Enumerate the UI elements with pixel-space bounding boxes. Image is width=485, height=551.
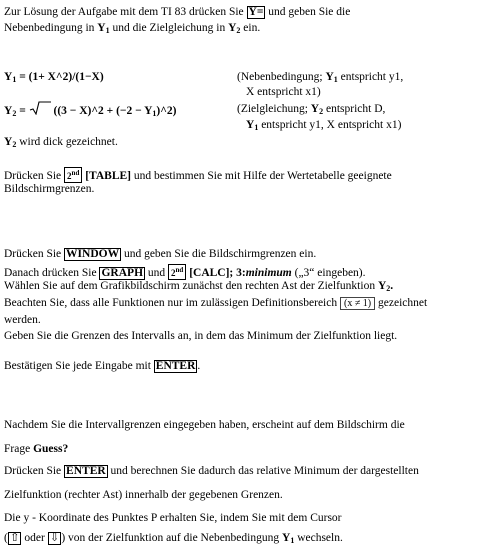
text: Drücken Sie: [4, 170, 62, 182]
text: ) von der Zielfunktion auf die Nebenbedingung: [61, 532, 280, 544]
text: Y: [325, 71, 334, 83]
final-line-1: Nachdem Sie die Intervallgrenzen eingegeben haben, erscheint auf dem Bildschirm die: [4, 419, 405, 431]
text: (Zielgleichung;: [237, 103, 311, 115]
up-arrow-key: [8, 532, 22, 545]
down-arrow-key: [48, 532, 62, 545]
sqrt-icon: [29, 103, 51, 115]
calc-label: [CALC]; 3:: [189, 267, 246, 279]
text: wird dick gezeichnet.: [16, 136, 118, 148]
window-key: WINDOW: [66, 248, 120, 260]
text: 1: [290, 536, 295, 545]
eq2-equals: =: [16, 105, 29, 117]
window-line-5: werden.: [4, 314, 41, 326]
equation-1: [4, 71, 104, 86]
window-line-1: [4, 248, 316, 261]
final-line-6: [4, 532, 343, 547]
graph-key: GRAPH: [101, 267, 144, 279]
y2-sub: 2: [236, 26, 241, 35]
text: oder: [24, 532, 45, 544]
guess-label: Guess?: [33, 443, 69, 455]
eq2-rhs-sub: 1: [152, 109, 157, 118]
final-line-3: [4, 465, 419, 478]
eq1-sub: 1: [12, 75, 17, 84]
down-arrow-icon: ⇩: [49, 532, 60, 544]
text: Y: [310, 103, 320, 115]
text: .: [197, 360, 201, 372]
text: und die Zielgleichung in: [112, 22, 226, 34]
equation-2-note-2: [246, 119, 401, 134]
window-line-6: Geben Sie die Grenzen des Intervalls an, in dem das Minimum der Zielfunktion liegt.: [4, 330, 398, 342]
text: wechseln.: [297, 532, 343, 544]
minimum-label: minimum: [245, 267, 292, 279]
text: Drücken Sie: [4, 465, 62, 477]
text: („3“ eingeben).: [294, 267, 366, 279]
text: und berechnen Sie dadurch das relative Minimum der dargestellten: [110, 465, 419, 477]
intro-line-1: [4, 6, 350, 19]
table-line-2: Bildschirmgrenzen.: [4, 183, 95, 195]
text: Wählen Sie auf dem Grafikbildschirm zunächst den rechten Ast der Zielfunktion: [4, 280, 376, 292]
text: Y: [4, 136, 13, 148]
text: (: [4, 532, 8, 544]
second-key: [64, 167, 82, 183]
final-line-2: [4, 443, 68, 456]
y1-sub: 1: [105, 26, 110, 35]
text: 2: [319, 107, 324, 116]
text: nd: [71, 169, 80, 177]
text: 1: [254, 123, 259, 132]
text: (Nebenbedingung;: [237, 71, 326, 83]
enter-key: ENTER: [155, 360, 196, 372]
text: Y: [377, 280, 387, 292]
text: 2: [67, 171, 72, 181]
enter-key: ENTER: [66, 465, 106, 477]
eq2-lhs: Y: [4, 105, 13, 117]
table-label: [TABLE]: [85, 170, 132, 182]
eq2-rhs: ((3 − X)^2 + (−2 − Y: [53, 105, 153, 117]
text: entspricht y1,: [337, 71, 404, 83]
text: Y: [246, 119, 255, 131]
y-equals-key: Y=: [248, 6, 264, 18]
text: 2: [386, 284, 391, 293]
text: ein.: [243, 22, 261, 34]
domain-box: (x ≠ 1): [340, 297, 375, 310]
second-key: [168, 264, 186, 280]
text: Frage: [4, 443, 31, 455]
text: und bestimmen Sie mit Hilfe der Wertetabelle geeignete: [133, 170, 392, 182]
bold-note: [4, 136, 118, 151]
text: Bestätigen Sie jede Eingabe mit: [4, 360, 151, 372]
text: 1: [333, 75, 338, 84]
y2-label: Y: [228, 22, 237, 34]
y1-label: Y: [97, 22, 106, 34]
text: und geben Sie die: [268, 6, 351, 18]
final-line-5: Die y - Koordinate des Punktes P erhalten Sie, indem Sie mit dem Cursor: [4, 512, 342, 524]
enter-line: [4, 360, 200, 373]
text: Drücken Sie: [4, 248, 62, 260]
text: .: [390, 280, 394, 292]
text: Danach drücken Sie: [4, 267, 97, 279]
text: 2: [12, 140, 17, 149]
equation-1-note: [237, 71, 403, 86]
text: Beachten Sie, dass alle Funktionen nur im zulässigen Definitionsbereich: [4, 297, 338, 309]
text: gezeichnet: [378, 297, 428, 309]
equation-1-note-2: X entspricht x1): [246, 86, 321, 98]
eq2-rhs-end: )^2): [156, 105, 177, 117]
text: 2: [171, 268, 176, 278]
text: entspricht D,: [323, 103, 386, 115]
text: nd: [175, 266, 184, 274]
text: und: [147, 267, 166, 279]
up-arrow-icon: ⇧: [9, 532, 20, 544]
intro-line-2: [4, 22, 260, 37]
final-line-4: Zielfunktion (rechter Ast) innerhalb der gegebenen Grenzen.: [4, 489, 283, 501]
window-line-3: [4, 280, 393, 295]
eq1-lhs: Y: [4, 71, 13, 83]
window-line-2: [4, 264, 366, 280]
text: entspricht y1, X entspricht x1): [258, 119, 402, 131]
text: Zur Lösung der Aufgabe mit dem TI 83 drücken Sie: [4, 6, 244, 18]
table-line-1: [4, 167, 392, 183]
equation-2-note: [237, 103, 385, 118]
eq1-rhs: = (1+ X^2)/(1−X): [16, 71, 104, 83]
text: Y: [282, 532, 291, 544]
eq2-sub: 2: [12, 109, 17, 118]
window-line-4: [4, 297, 427, 310]
text: und geben Sie die Bildschirmgrenzen ein.: [123, 248, 317, 260]
equation-2: [4, 103, 177, 120]
text: Nebenbedingung in: [4, 22, 95, 34]
